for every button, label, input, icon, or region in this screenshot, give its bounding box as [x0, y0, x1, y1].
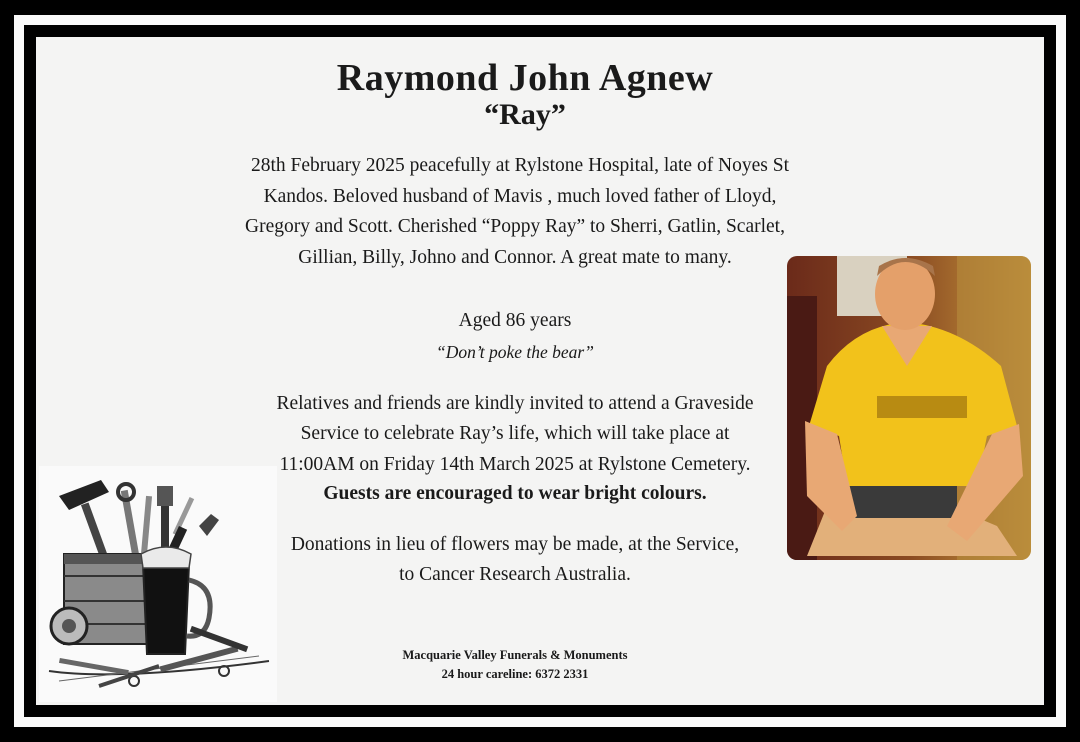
motto-text: “Don’t poke the bear”: [436, 342, 594, 362]
service-line: 11:00AM on Friday 14th March 2025 at Rylstone Cemetery.: [279, 454, 751, 475]
age-text: Aged 86 years: [458, 310, 572, 331]
donation-line: to Cancer Research Australia.: [399, 564, 631, 585]
portrait-photo: [787, 256, 1031, 560]
deceased-nickname: “Ray”: [484, 98, 566, 131]
donation-line: Donations in lieu of flowers may be made, at the Service,: [290, 534, 740, 555]
announcement-line: Kandos. Beloved husband of Mavis , much loved father of Lloyd,: [263, 186, 777, 207]
service-line: Relatives and friends are kindly invited to attend a Graveside: [276, 393, 754, 414]
dress-note: Guests are encouraged to wear bright colours.: [323, 483, 707, 504]
announcement-line: Gregory and Scott. Cherished “Poppy Ray” to Sherri, Gatlin, Scarlet,: [245, 216, 785, 237]
announcement-line: Gillian, Billy, Johno and Connor. A great mate to many.: [298, 247, 732, 268]
deceased-name: Raymond John Agnew: [336, 57, 714, 99]
toolbox-icon: [39, 466, 277, 702]
tools-and-beer-illustration: [39, 466, 277, 702]
service-line: Service to celebrate Ray’s life, which will take place at: [300, 423, 730, 444]
funeral-home-careline: 24 hour careline: 6372 2331: [441, 667, 589, 681]
announcement-line: 28th February 2025 peacefully at Rylstone Hospital, late of Noyes St: [250, 155, 790, 176]
funeral-home-name: Macquarie Valley Funerals & Monuments: [402, 648, 628, 662]
